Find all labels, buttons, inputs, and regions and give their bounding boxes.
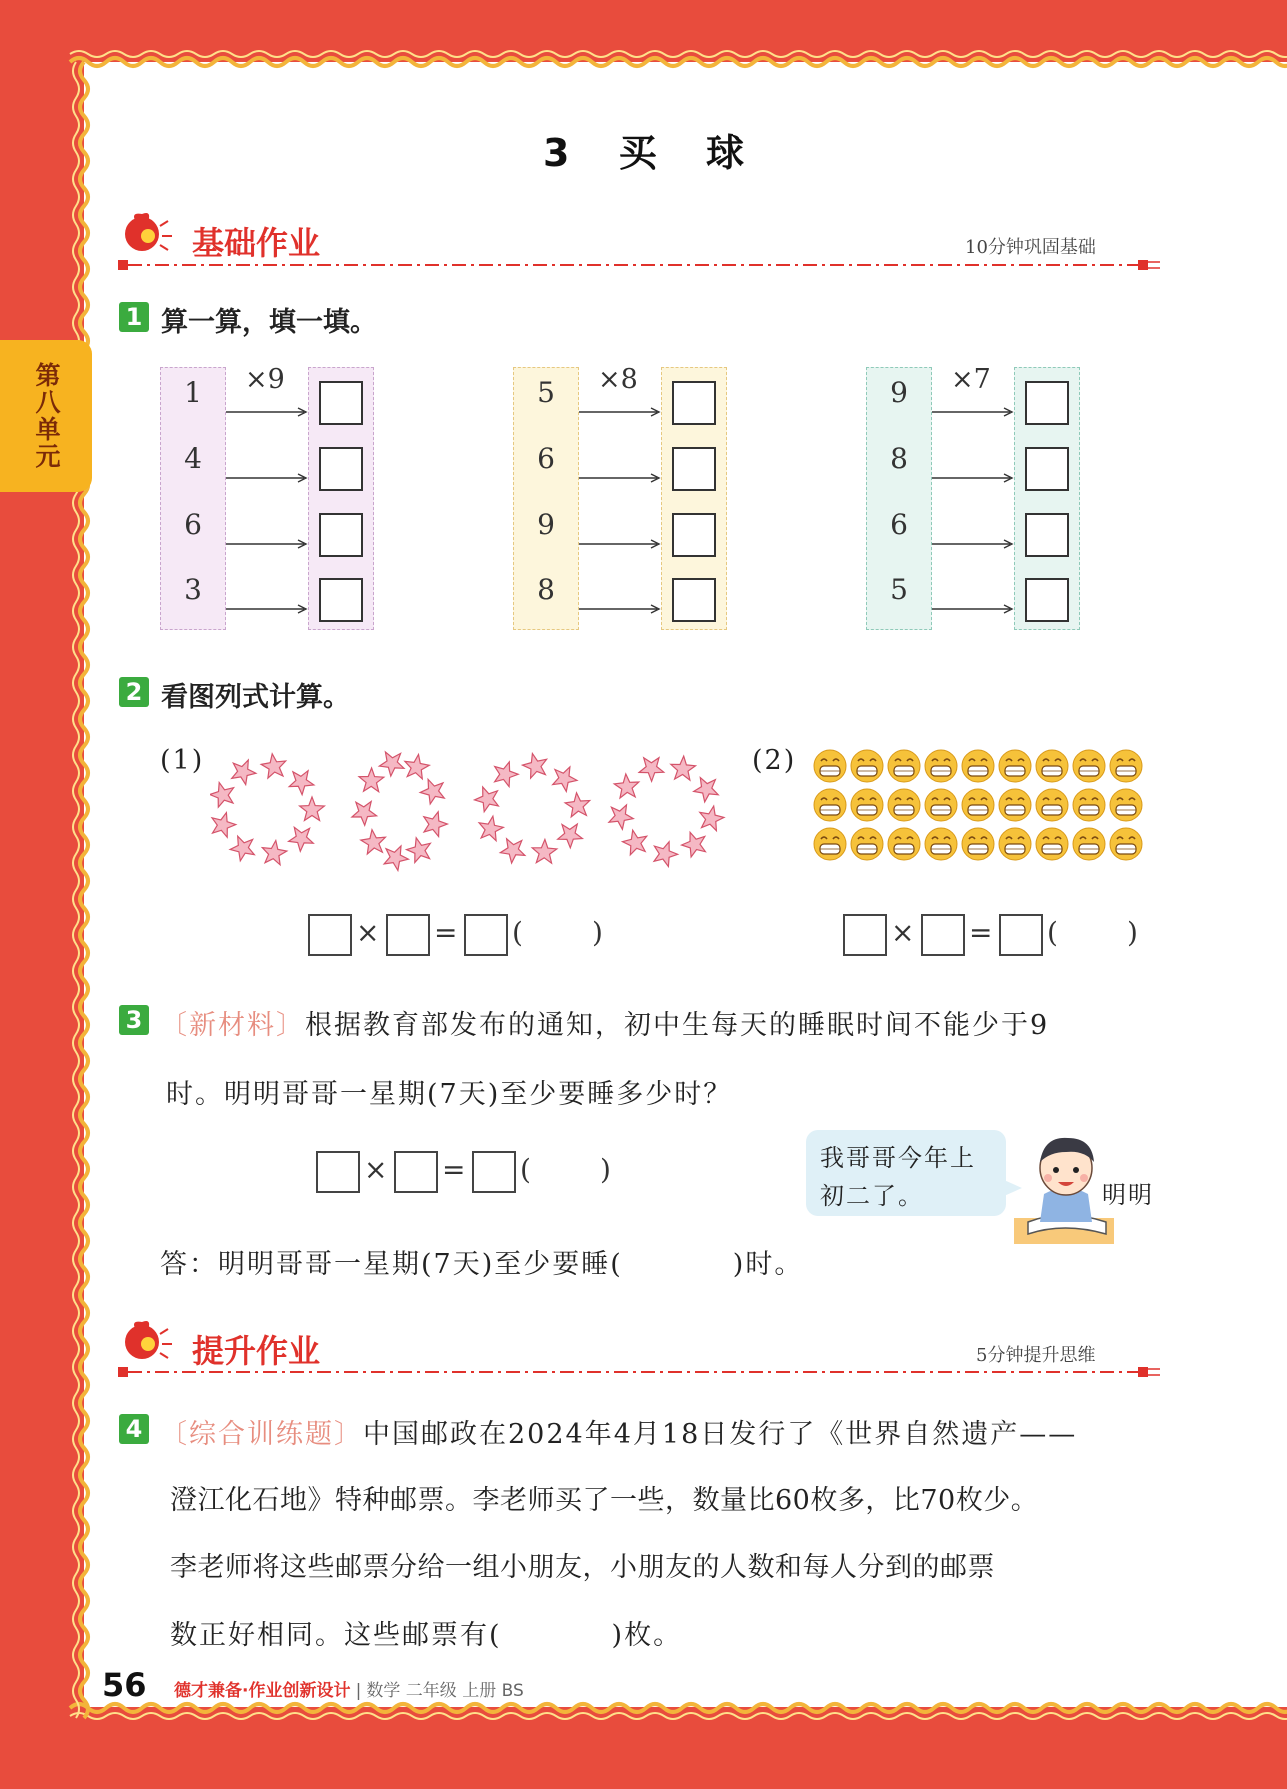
smiley-face-icon [999, 750, 1031, 782]
starfish-icon [407, 838, 431, 863]
section-title-basic: 基础作业 [192, 224, 321, 262]
section-divider-advanced [118, 1365, 1160, 1379]
arrow-right-icon [579, 406, 663, 418]
arrow-right-icon [579, 538, 663, 550]
starfish-icon [359, 768, 384, 792]
footer-separator: | [355, 1681, 362, 1701]
q1-answer-box[interactable] [672, 447, 716, 491]
question-4-tag: 〔综合训练题〕 [160, 1419, 363, 1450]
q1-input-number: 8 [537, 573, 555, 606]
q2-part-2-equation-blank[interactable] [999, 914, 1043, 956]
q3-equation-symbol: × [364, 1153, 388, 1186]
question-4-text-1: 中国邮政在2024年4月18日发行了《世界自然遗产—— [363, 1419, 1078, 1450]
question-3-tag: 〔新材料〕 [160, 1010, 305, 1041]
q1-input-number: 5 [890, 573, 908, 606]
q1-multiplier-label: ×8 [598, 364, 638, 395]
speech-bubble-line-2: 初二了。 [820, 1182, 924, 1210]
starfish-icon [700, 806, 724, 831]
smiley-face-icon [814, 789, 846, 821]
starfish-picture [210, 746, 730, 876]
q1-answer-box[interactable] [1025, 381, 1069, 425]
q1-answer-box[interactable] [319, 381, 363, 425]
q1-answer-box[interactable] [1025, 578, 1069, 622]
starfish-icon [210, 783, 234, 808]
arrow-right-icon [226, 538, 310, 550]
q4-answer-suffix: )枚。 [611, 1620, 683, 1651]
starfish-icon [495, 762, 519, 787]
starfish-icon [420, 779, 444, 804]
q2-part-2-equation-symbol: ( [1047, 916, 1058, 949]
question-number-2: 2 [119, 677, 149, 707]
smiley-face-icon [888, 750, 920, 782]
smiley-face-icon [1036, 789, 1068, 821]
arrow-right-icon [932, 538, 1016, 550]
starfish-icon [212, 813, 236, 838]
smiley-face-icon [999, 789, 1031, 821]
page-number: 56 [102, 1666, 147, 1704]
question-4-line-1 [160, 1412, 1077, 1451]
smiley-face-icon [962, 828, 994, 860]
footer-brand: 德才兼备·作业创新设计 [174, 1681, 351, 1701]
unit-side-tab: 第八单元 [0, 340, 92, 492]
smiley-face-icon [814, 750, 846, 782]
lamp-icon [118, 1318, 178, 1368]
q1-answer-box[interactable] [319, 513, 363, 557]
smiley-face-icon [1036, 828, 1068, 860]
smiley-face-icon [851, 828, 883, 860]
q2-part-1-equation-blank[interactable] [308, 914, 352, 956]
q4-answer-prefix: 数正好相同。这些邮票有( [170, 1620, 502, 1651]
q3-answer-prefix: 答：明明哥哥一星期(7天)至少要睡( [160, 1249, 623, 1280]
section-subtitle-advanced: 5分钟提升思维 [976, 1345, 1096, 1366]
starfish-icon [405, 755, 429, 779]
smiley-face-icon [1110, 789, 1142, 821]
arrow-right-icon [579, 603, 663, 615]
footer-meta: 数学 二年级 上册 BS [366, 1681, 524, 1701]
starfish-icon [682, 832, 706, 857]
arrow-right-icon [932, 603, 1016, 615]
q1-input-number: 6 [184, 508, 202, 541]
lamp-icon [118, 210, 178, 260]
starfish-icon [671, 756, 696, 780]
smiley-face-icon [851, 750, 883, 782]
starfish-icon [261, 754, 286, 778]
q1-multiplier-label: ×9 [245, 364, 285, 395]
starfish-icon [500, 839, 525, 863]
q3-answer-line [160, 1242, 803, 1281]
q3-equation-symbol: ) [600, 1153, 611, 1186]
starfish-icon [289, 771, 314, 795]
speech-bubble [806, 1130, 1006, 1216]
starfish-icon [289, 827, 314, 851]
smiley-face-icon [1110, 750, 1142, 782]
smiley-face-icon [962, 750, 994, 782]
q1-input-number: 9 [890, 376, 908, 409]
smiley-face-icon [999, 828, 1031, 860]
q3-equation-symbol: = [442, 1153, 466, 1186]
starfish-icon [230, 836, 254, 861]
smiley-face-icon [1073, 828, 1105, 860]
q2-part-2-equation-symbol: × [891, 916, 915, 949]
smiley-face-icon [1036, 750, 1068, 782]
q1-answer-box[interactable] [319, 447, 363, 491]
q1-input-number: 8 [890, 442, 908, 475]
q2-part-1-equation-symbol: = [434, 916, 458, 949]
q3-answer-suffix: )时。 [732, 1249, 804, 1280]
q1-answer-box[interactable] [672, 381, 716, 425]
arrow-right-icon [226, 406, 310, 418]
starfish-icon [352, 802, 377, 826]
smiley-face-icon [962, 789, 994, 821]
starfish-icon [379, 752, 404, 776]
question-number-1: 1 [119, 302, 149, 332]
q3-equation-blank[interactable] [316, 1151, 360, 1193]
q3-equation-symbol: ( [520, 1153, 531, 1186]
starfish-icon [475, 787, 499, 812]
question-3-line-2: 时。明明哥哥一星期(7天)至少要睡多少时？ [166, 1079, 733, 1110]
page-title: 3 买 球 [543, 131, 762, 175]
starfish-icon [623, 830, 647, 855]
smiley-face-icon [888, 789, 920, 821]
q1-input-number: 5 [537, 376, 555, 409]
q1-answer-box[interactable] [1025, 513, 1069, 557]
starfish-icon [361, 830, 386, 854]
q1-input-number: 9 [537, 508, 555, 541]
starfish-icon [384, 846, 408, 871]
q1-input-number: 4 [184, 442, 202, 475]
q2-part-2-label: (2) [752, 745, 797, 776]
section-subtitle-basic: 10分钟巩固基础 [965, 237, 1096, 258]
starfish-icon [424, 812, 448, 837]
starfish-icon [609, 805, 633, 829]
q1-input-number: 6 [537, 442, 555, 475]
section-divider-basic [118, 258, 1160, 272]
q3-equation-blank[interactable] [472, 1151, 516, 1193]
q2-part-1-equation-blank[interactable] [464, 914, 508, 956]
question-3-line-1 [160, 1003, 1049, 1042]
question-number-3: 3 [119, 1005, 149, 1035]
q1-answer-box[interactable] [672, 578, 716, 622]
question-4-line-2: 澄江化石地》特种邮票。李老师买了一些，数量比60枚多，比70枚少。 [170, 1485, 1039, 1516]
footer-info [174, 1676, 524, 1701]
q2-part-2-equation-symbol: = [969, 916, 993, 949]
smiley-face-icon [1073, 750, 1105, 782]
question-4-line-4 [170, 1613, 682, 1652]
arrow-right-icon [579, 472, 663, 484]
q1-answer-box[interactable] [1025, 447, 1069, 491]
speech-bubble-line-1: 我哥哥今年上 [820, 1144, 976, 1172]
smiley-face-icon [925, 789, 957, 821]
q1-input-number: 3 [184, 573, 202, 606]
arrow-right-icon [932, 406, 1016, 418]
q3-equation-blank[interactable] [394, 1151, 438, 1193]
speaker-name: 明明 [1102, 1181, 1154, 1209]
starfish-icon [532, 839, 557, 863]
starfish-icon [300, 797, 325, 821]
smiley-face-icon [851, 789, 883, 821]
arrow-right-icon [226, 603, 310, 615]
smiley-face-icon [925, 750, 957, 782]
q2-part-1-label: (1) [160, 745, 205, 776]
starfish-icon [232, 760, 256, 785]
smiley-face-icon [814, 828, 846, 860]
starfish-icon [479, 816, 503, 841]
starfish-icon [694, 778, 719, 802]
smiley-face-icon [1073, 789, 1105, 821]
q2-part-1-equation-symbol: × [356, 916, 380, 949]
starfish-icon [523, 754, 547, 779]
starfish-icon [565, 793, 590, 817]
q1-answer-box[interactable] [319, 578, 363, 622]
q1-input-number: 6 [890, 508, 908, 541]
smiley-faces-picture [812, 746, 1148, 868]
smiley-face-icon [925, 828, 957, 860]
arrow-right-icon [932, 472, 1016, 484]
question-2-instruction: 看图列式计算。 [161, 682, 350, 713]
q1-answer-box[interactable] [672, 513, 716, 557]
q2-part-1-equation-symbol: ( [512, 916, 523, 949]
starfish-icon [654, 842, 678, 867]
smiley-face-icon [888, 828, 920, 860]
question-3-text-1: 根据教育部发布的通知，初中生每天的睡眠时间不能少于9 [305, 1010, 1050, 1041]
q2-part-2-equation-symbol: ) [1127, 916, 1138, 949]
smiley-face-icon [1110, 828, 1142, 860]
starfish-icon [558, 824, 583, 848]
starfish-icon [639, 758, 664, 782]
q2-part-2-equation-blank[interactable] [843, 914, 887, 956]
question-number-4: 4 [119, 1414, 149, 1444]
section-title-advanced: 提升作业 [192, 1332, 321, 1370]
starfish-icon [553, 767, 577, 792]
q1-multiplier-label: ×7 [951, 364, 991, 395]
question-1-instruction: 算一算，填一填。 [161, 307, 377, 338]
starfish-icon [614, 774, 639, 798]
q2-part-2-equation-blank[interactable] [921, 914, 965, 956]
q1-input-number: 1 [184, 376, 202, 409]
arrow-right-icon [226, 472, 310, 484]
question-4-line-3: 李老师将这些邮票分给一组小朋友，小朋友的人数和每人分到的邮票 [170, 1552, 995, 1583]
starfish-icon [262, 841, 287, 865]
q2-part-1-equation-blank[interactable] [386, 914, 430, 956]
q2-part-1-equation-symbol: ) [592, 916, 603, 949]
